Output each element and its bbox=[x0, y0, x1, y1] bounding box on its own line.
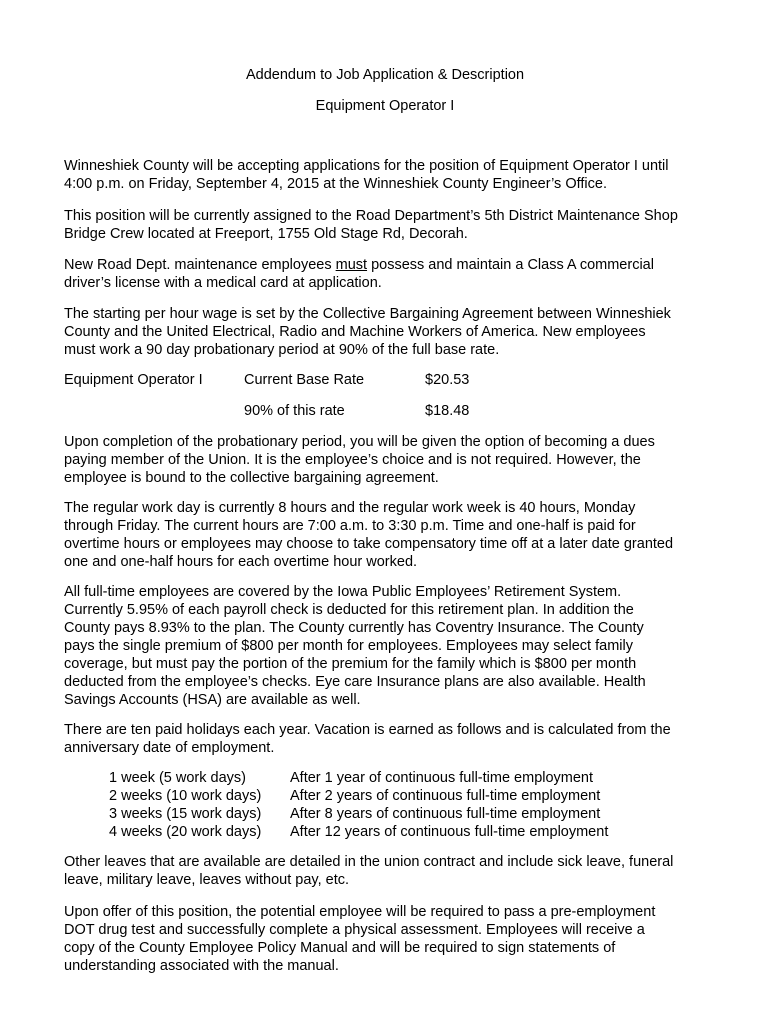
paragraph-line: driver’s license with a medical card at application. bbox=[64, 275, 382, 291]
rate-label: 90% of this rate bbox=[244, 403, 345, 419]
paragraph-line: All full-time employees are covered by the Iowa Public Employees’ Retirement System. bbox=[64, 584, 622, 600]
text-segment: possess and maintain a Class A commercial bbox=[367, 257, 654, 273]
vacation-period: 1 week (5 work days) bbox=[109, 770, 246, 786]
paragraph-line: leave, military leave, leaves without pay, etc. bbox=[64, 872, 350, 888]
paragraph-wage bbox=[64, 305, 714, 359]
paragraph-line: overtime hours or employees may choose to take compensatory time off at a later date granted bbox=[64, 536, 674, 552]
paragraph-line: copy of the County Employee Policy Manual and will be required to sign statements of bbox=[64, 940, 616, 956]
paragraph-line: The starting per hour wage is set by the Collective Bargaining Agreement between Winneshiek bbox=[64, 306, 671, 322]
document-subtitle: Equipment Operator I bbox=[315, 98, 455, 114]
vacation-requirement: After 1 year of continuous full-time employment bbox=[290, 770, 594, 786]
paragraph-benefits bbox=[64, 583, 714, 709]
rate-value: $18.48 bbox=[425, 403, 470, 419]
vacation-requirement: After 2 years of continuous full-time employment bbox=[290, 788, 601, 804]
paragraph-line: understanding associated with the manual. bbox=[64, 958, 339, 974]
paragraph-license-requirement bbox=[64, 256, 714, 292]
paragraph-line: County pays 8.93% to the plan. The County currently has Coventry Insurance. The County bbox=[64, 620, 644, 636]
vacation-period: 4 weeks (20 work days) bbox=[109, 824, 262, 840]
rate-row-probation bbox=[64, 402, 714, 420]
paragraph-assignment bbox=[64, 207, 714, 243]
paragraph-line: must work a 90 day probationary period at 90% of the full base rate. bbox=[64, 342, 500, 358]
paragraph-line: Savings Accounts (HSA) are available as well. bbox=[64, 692, 361, 708]
paragraph-application-deadline bbox=[64, 157, 714, 193]
rate-position: Equipment Operator I bbox=[64, 372, 203, 388]
paragraph-line: coverage, but must pay the portion of the premium for the family which is $800 per month bbox=[64, 656, 637, 672]
paragraph-line: one and one-half hours for each overtime hour worked. bbox=[64, 554, 418, 570]
vacation-period: 3 weeks (15 work days) bbox=[109, 806, 262, 822]
paragraph-line: Upon offer of this position, the potential employee will be required to pass a pre-employment bbox=[64, 904, 656, 920]
paragraph-holidays bbox=[64, 721, 714, 757]
paragraph-work-hours bbox=[64, 499, 714, 571]
paragraph-line: paying member of the Union. It is the employee’s choice and is not required. However, the bbox=[64, 452, 641, 468]
paragraph-line: through Friday. The current hours are 7:00 a.m. to 3:30 p.m. Time and one-half is paid for bbox=[64, 518, 636, 534]
paragraph-line: deducted from the employee’s checks. Eye care Insurance plans are also available. Health bbox=[64, 674, 646, 690]
rate-label: Current Base Rate bbox=[244, 372, 365, 388]
paragraph-pre-employment bbox=[64, 903, 714, 975]
vacation-requirement: After 8 years of continuous full-time employment bbox=[290, 806, 601, 822]
paragraph-other-leaves bbox=[64, 853, 714, 889]
document-title: Addendum to Job Application & Description bbox=[245, 67, 525, 83]
paragraph-line: Other leaves that are available are detailed in the union contract and include sick leave, funeral bbox=[64, 854, 674, 870]
paragraph-line: pays the single premium of $800 per month for employees. Employees may select family bbox=[64, 638, 633, 654]
paragraph-line: The regular work day is currently 8 hours and the regular work week is 40 hours, Monday bbox=[64, 500, 636, 516]
rate-value: $20.53 bbox=[425, 372, 470, 388]
paragraph-line: 4:00 p.m. on Friday, September 4, 2015 at the Winneshiek County Engineer’s Office. bbox=[64, 176, 607, 192]
paragraph-line: Currently 5.95% of each payroll check is deducted for this retirement plan. In addition the bbox=[64, 602, 634, 618]
vacation-requirement: After 12 years of continuous full-time employment bbox=[290, 824, 609, 840]
paragraph-line: anniversary date of employment. bbox=[64, 740, 275, 756]
paragraph-line: There are ten paid holidays each year. Vacation is earned as follows and is calculated from the bbox=[64, 722, 671, 738]
rate-row-base bbox=[64, 371, 714, 389]
paragraph-union bbox=[64, 433, 714, 487]
paragraph-line: DOT drug test and successfully complete a physical assessment. Employees will receive a bbox=[64, 922, 645, 938]
paragraph-line: Winneshiek County will be accepting applications for the position of Equipment Operator I until bbox=[64, 158, 669, 174]
paragraph-line: employee is bound to the collective bargaining agreement. bbox=[64, 470, 439, 486]
paragraph-line: This position will be currently assigned to the Road Department’s 5th District Maintenance Shop bbox=[64, 208, 678, 224]
paragraph-line: Bridge Crew located at Freeport, 1755 Old Stage Rd, Decorah. bbox=[64, 226, 468, 242]
text-segment: New Road Dept. maintenance employees bbox=[64, 257, 336, 273]
vacation-period: 2 weeks (10 work days) bbox=[109, 788, 262, 804]
paragraph-line bbox=[64, 256, 714, 274]
paragraph-line: County and the United Electrical, Radio and Machine Workers of America. New employees bbox=[64, 324, 646, 340]
underlined-word: must bbox=[335, 257, 368, 273]
paragraph-line: Upon completion of the probationary period, you will be given the option of becoming a dues bbox=[64, 434, 655, 450]
